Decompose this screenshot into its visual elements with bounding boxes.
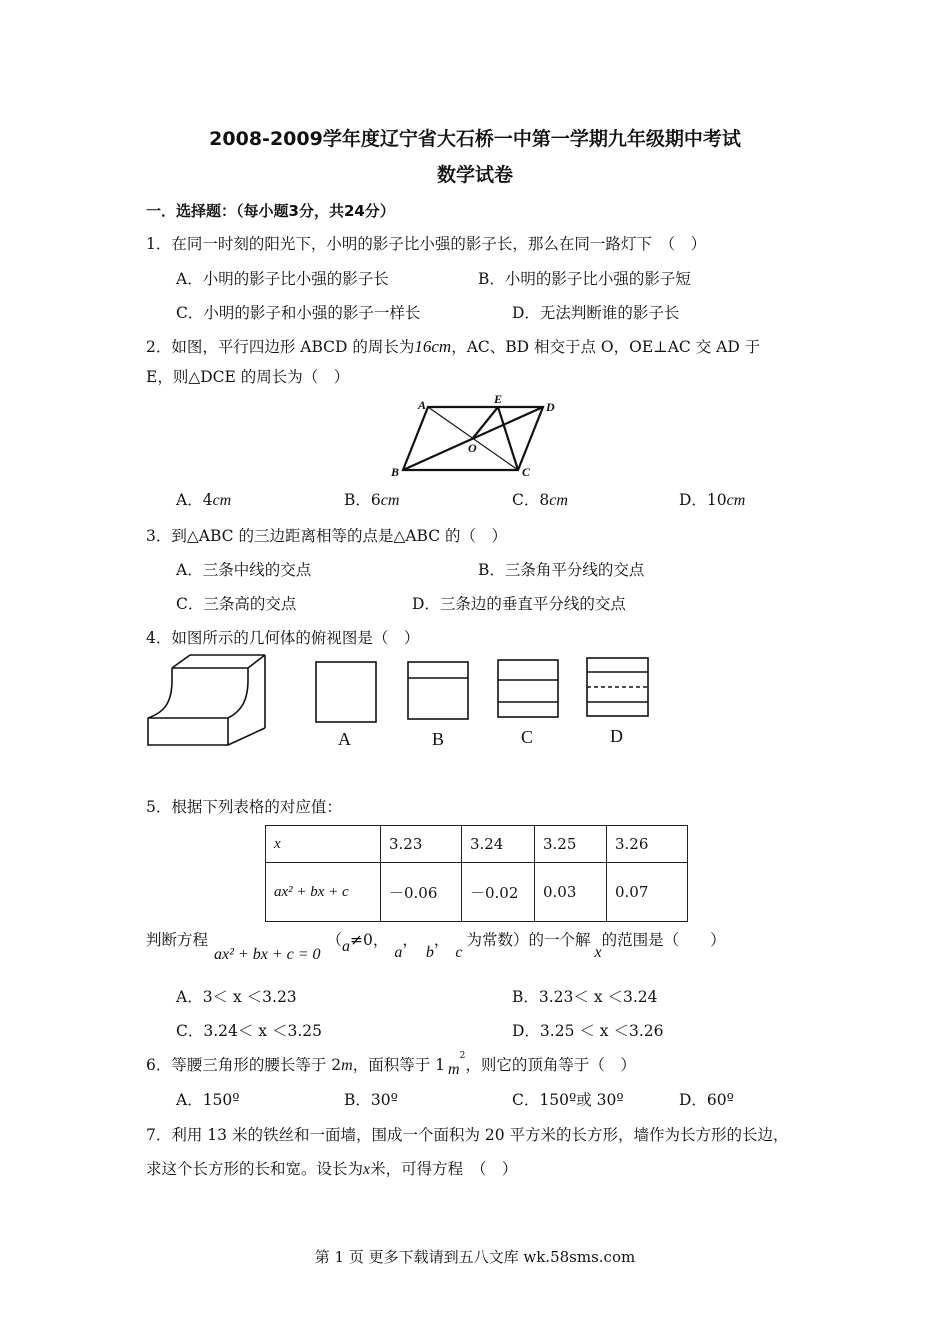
q2-option-a-text: A．4 — [176, 491, 213, 509]
q4-label-d: D — [610, 726, 623, 746]
q5-cond-b: b — [425, 944, 434, 961]
q5-judge-d: 的范围是（ ） — [601, 931, 726, 949]
solid-figure — [148, 655, 265, 745]
q5-cond-comma2: ， — [433, 931, 450, 949]
table-cell: ax² + bx + c — [266, 863, 381, 922]
q3-stem: 3．到△ABC 的三边距离相等的点是△ABC 的（ ） — [146, 527, 508, 545]
segment-ec — [498, 407, 518, 470]
table-cell: 3.24 — [462, 826, 535, 863]
label-c: C — [522, 465, 531, 478]
q5-cond-a2: a — [394, 944, 403, 961]
table-cell: 3.23 — [381, 826, 462, 863]
q3-option-c: C．三条高的交点 — [176, 595, 297, 613]
table-cell: 3.25 — [535, 826, 607, 863]
q2-stem — [146, 335, 760, 357]
q5-cond-neq: ≠0， — [350, 931, 389, 949]
label-a: A — [418, 398, 427, 412]
q5-equation: ax² + bx + c = 0 — [214, 946, 321, 963]
label-d: D — [546, 400, 555, 414]
q7-line2-b: 米，可得方程 （ ） — [370, 1160, 518, 1178]
q1-option-c: C．小明的影子和小强的影子一样长 — [176, 304, 421, 322]
q7-line2-a: 求这个长方形的长和宽。设长为 — [146, 1160, 364, 1178]
page-footer: 第 1 页 更多下载请到五八文库 wk.58sms.com — [314, 1248, 636, 1266]
q7-line2 — [146, 1157, 517, 1179]
option-d-figure — [587, 658, 648, 716]
label-b: B — [391, 465, 400, 478]
q7-line1: 7．利用 13 米的铁丝和一面墙，围成一个面积为 20 平方米的长方形，墙作为长方形的长边， — [146, 1126, 789, 1144]
q4-label-c: C — [521, 727, 534, 747]
q2-option-b — [344, 488, 399, 510]
q2-length: 16 — [414, 337, 432, 356]
q5-option-d: D．3.25 ＜ x ＜3.26 — [512, 1022, 664, 1040]
q2-stem-a: 2．如图，平行四边形 ABCD 的周长为 — [146, 338, 415, 356]
q5-judge-c: 为常数）的一个解 — [466, 931, 591, 949]
q5-stem: 5．根据下列表格的对应值： — [146, 798, 342, 816]
q5-cond-c: c — [455, 944, 463, 961]
q4-label-a: A — [338, 729, 351, 749]
q5-judge — [146, 928, 726, 963]
q2-option-c — [512, 488, 568, 510]
q5-judge-b: （ — [326, 931, 343, 949]
q6-option-c: C．150º或 30º — [512, 1091, 624, 1109]
q6-option-a: A．150º — [176, 1091, 240, 1109]
option-c-figure — [498, 660, 558, 717]
q6-stem-b: ，面积等于 1 — [352, 1056, 446, 1074]
q4-label-b: B — [432, 729, 445, 749]
q3-option-b: B．三条角平分线的交点 — [478, 561, 645, 579]
table-row — [266, 826, 688, 863]
q6-stem-c: ，则它的顶角等于（ ） — [465, 1056, 636, 1074]
q2-option-b-unit: cm — [380, 492, 400, 509]
q2-option-c-text: C．8 — [512, 491, 550, 509]
table-cell: 0.07 — [607, 863, 688, 922]
q2-option-d — [679, 488, 745, 510]
table-cell: 3.26 — [607, 826, 688, 863]
q5-cond-comma1: ， — [402, 931, 418, 949]
q7-line2-x: x — [363, 1161, 371, 1178]
q2-option-d-unit: cm — [726, 492, 746, 509]
table-cell: x — [266, 826, 381, 863]
q1-option-d: D．无法判断谁的影子长 — [512, 304, 680, 322]
q1-option-b: B．小明的影子比小强的影子短 — [478, 270, 691, 288]
q2-stem-line2: E，则△DCE 的周长为（ ） — [146, 368, 350, 386]
q2-option-d-text: D．10 — [679, 491, 727, 509]
q6-superscript: 2 — [459, 1050, 466, 1061]
q6-unit-m: m — [341, 1057, 353, 1074]
q4-figures — [140, 650, 660, 750]
exam-subtitle: 数学试卷 — [436, 164, 513, 186]
q4-stem: 4．如图所示的几何体的俯视图是（ ） — [146, 629, 420, 647]
table-cell: 0.03 — [535, 863, 607, 922]
q2-option-b-text: B．6 — [344, 491, 381, 509]
value-table — [265, 825, 688, 922]
q6-option-b: B．30º — [344, 1091, 398, 1109]
label-e: E — [494, 392, 503, 406]
table-cell: －0.02 — [462, 863, 535, 922]
q3-option-d: D．三条边的垂直平分线的交点 — [412, 595, 626, 613]
q6-option-d: D．60º — [679, 1091, 734, 1109]
q2-option-a-unit: cm — [212, 492, 232, 509]
q5-option-a: A．3＜ x ＜3.23 — [176, 988, 297, 1006]
q2-stem-b: ，AC、BD 相交于点 O，OE⊥AC 交 AD 于 — [451, 338, 761, 356]
label-o: O — [468, 441, 477, 455]
q2-unit: cm — [431, 337, 452, 356]
q6-stem — [146, 1050, 636, 1078]
exam-title: 2008-2009学年度辽宁省大石桥一中第一学期九年级期中考试 — [209, 128, 741, 150]
q5-cond-a: a — [342, 938, 351, 955]
q3-option-a: A．三条中线的交点 — [176, 561, 312, 579]
parallelogram-figure — [388, 392, 568, 478]
table-row — [266, 863, 688, 922]
q5-judge-a: 判断方程 — [146, 931, 209, 949]
q1-option-a: A．小明的影子比小强的影子长 — [176, 270, 389, 288]
q6-stem-a: 6．等腰三角形的腰长等于 2 — [146, 1056, 342, 1074]
option-a-square — [316, 662, 376, 722]
q5-judge-x: x — [594, 944, 602, 961]
q5-option-b: B．3.23＜ x ＜3.24 — [512, 988, 658, 1006]
q2-option-a — [176, 488, 231, 510]
q6-unit-m2: m — [448, 1061, 460, 1078]
table-cell: －0.06 — [381, 863, 462, 922]
option-b-figure — [408, 662, 468, 719]
section-heading: 一．选择题：（每小题3分，共24分） — [146, 202, 395, 220]
q2-option-c-unit: cm — [549, 492, 568, 509]
q5-option-c: C．3.24＜ x ＜3.25 — [176, 1022, 322, 1040]
q1-stem: 1．在同一时刻的阳光下，小明的影子比小强的影子长，那么在同一路灯下 （ ） — [146, 235, 707, 253]
